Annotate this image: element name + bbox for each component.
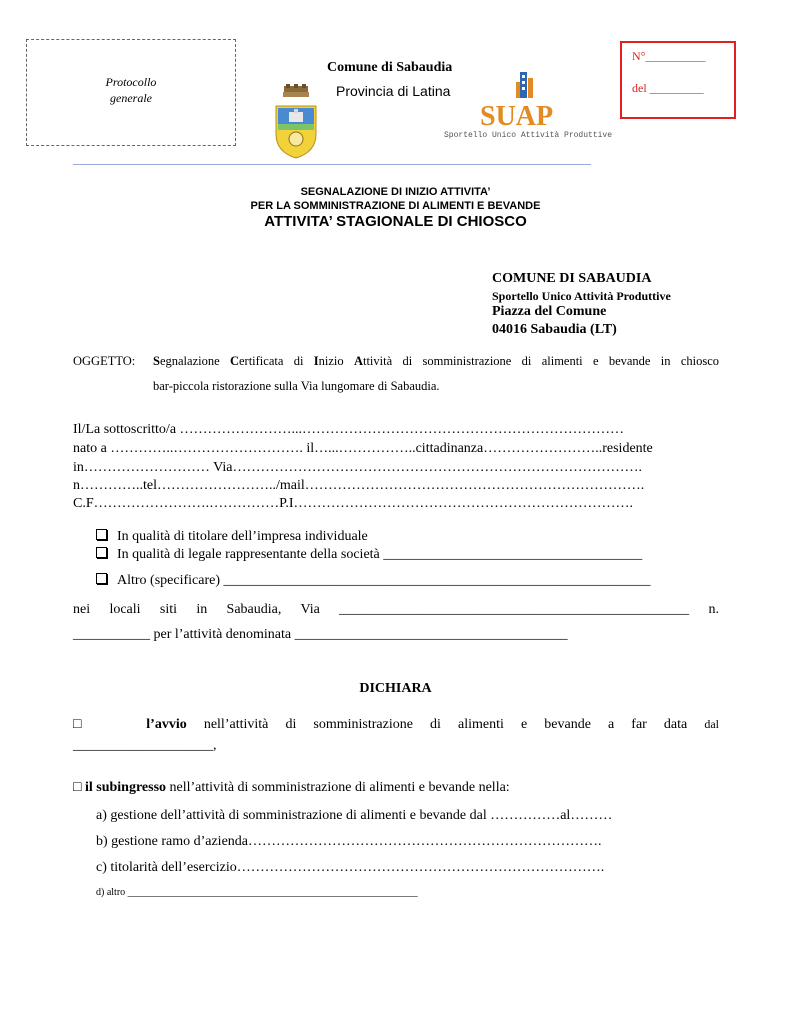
- field-cf-piva[interactable]: C.F…………………….……………P.I……………………………………………………………….: [73, 496, 634, 511]
- oggetto-label: OGGETTO:: [73, 354, 136, 368]
- option-altro[interactable]: Altro (specificare) _____________________________________________________________: [96, 573, 651, 589]
- title-main: ATTIVITA’ STAGIONALE DI CHIOSCO: [264, 213, 527, 230]
- option-subingresso[interactable]: □ il subingresso nell’attività di somministrazione di alimenti e bevande nella:: [73, 780, 510, 795]
- suap-subtitle: Sportello Unico Attività Produttive: [444, 131, 613, 140]
- date-field[interactable]: del _________: [632, 81, 704, 95]
- oggetto-line2: bar-piccola ristorazione sulla Via lungomare di Sabaudia.: [153, 379, 440, 393]
- checkbox-icon[interactable]: [96, 547, 107, 558]
- recipient-line1: COMUNE DI SABAUDIA: [492, 271, 652, 286]
- comune-name: Comune di Sabaudia: [327, 60, 453, 75]
- protocol-label: [27, 74, 235, 106]
- protocol-label-line2: generale: [110, 91, 152, 105]
- protocol-label-line1: Protocollo: [105, 75, 157, 89]
- number-field[interactable]: N°__________: [632, 49, 706, 63]
- title-line2: PER LA SOMMINISTRAZIONE DI ALIMENTI E BEVANDE: [250, 200, 541, 212]
- subingresso-item-a[interactable]: a) gestione dell’attività di somministrazione di alimenti e bevande dal ……………al………: [96, 808, 613, 823]
- checkbox-icon[interactable]: [96, 529, 107, 540]
- field-locali[interactable]: nei locali siti in Sabaudia, Via __________________________________________________ n.: [73, 602, 719, 617]
- suap-logo-text: SUAP: [480, 101, 554, 132]
- dichiara-heading: DICHIARA: [359, 681, 432, 696]
- field-nato[interactable]: nato a …………..………………………. il…...……………..cittadinanza……………………..residente: [73, 441, 653, 456]
- field-residenza[interactable]: in……………………… Via…………………………………………………………………………….: [73, 460, 643, 475]
- title-line1: SEGNALAZIONE DI INIZIO ATTIVITA’: [300, 186, 491, 198]
- checkbox-icon[interactable]: □: [73, 780, 82, 795]
- oggetto-line1: Segnalazione Certificata di Inizio Attività di somministrazione di alimenti e bevande in chiosco: [153, 354, 719, 368]
- provincia-name: Provincia di Latina: [336, 83, 451, 99]
- field-avvio-data[interactable]: ____________________,: [73, 738, 217, 753]
- option-avvio[interactable]: □ l’avvio nell’attività di somministrazione di alimenti e bevande a far data dal: [73, 717, 719, 732]
- recipient-line3: Piazza del Comune: [492, 304, 607, 319]
- subingresso-item-b[interactable]: b) gestione ramo d’azienda………………………………………………………………….: [96, 834, 602, 849]
- recipient-line4: 04016 Sabaudia (LT): [492, 322, 617, 337]
- number-box: [620, 41, 736, 119]
- protocol-box: [26, 39, 236, 146]
- checkbox-icon[interactable]: [96, 573, 107, 584]
- checkbox-icon[interactable]: □: [73, 717, 96, 732]
- field-attivita[interactable]: ___________ per l’attività denominata _______________________________________: [73, 627, 568, 642]
- header-divider: [73, 164, 591, 165]
- option-titolare[interactable]: In qualità di titolare dell’impresa individuale: [96, 529, 368, 545]
- subingresso-item-d[interactable]: d) altro __________________________________________________________: [96, 887, 418, 898]
- option-rappresentante[interactable]: In qualità di legale rappresentante della società _____________________________________: [96, 547, 642, 563]
- field-contatti[interactable]: n…………..tel……………………../mail……………………………………………………………….: [73, 478, 645, 493]
- field-sottoscritto[interactable]: Il/La sottoscritto/a ……………………...……………………………………………………………: [73, 422, 625, 437]
- suap-logo: [480, 70, 575, 132]
- subingresso-item-c[interactable]: c) titolarità dell’esercizio…………………………………………………………………….: [96, 860, 605, 875]
- recipient-line2: Sportello Unico Attività Produttive: [492, 289, 671, 303]
- coat-of-arms-icon: [272, 84, 320, 160]
